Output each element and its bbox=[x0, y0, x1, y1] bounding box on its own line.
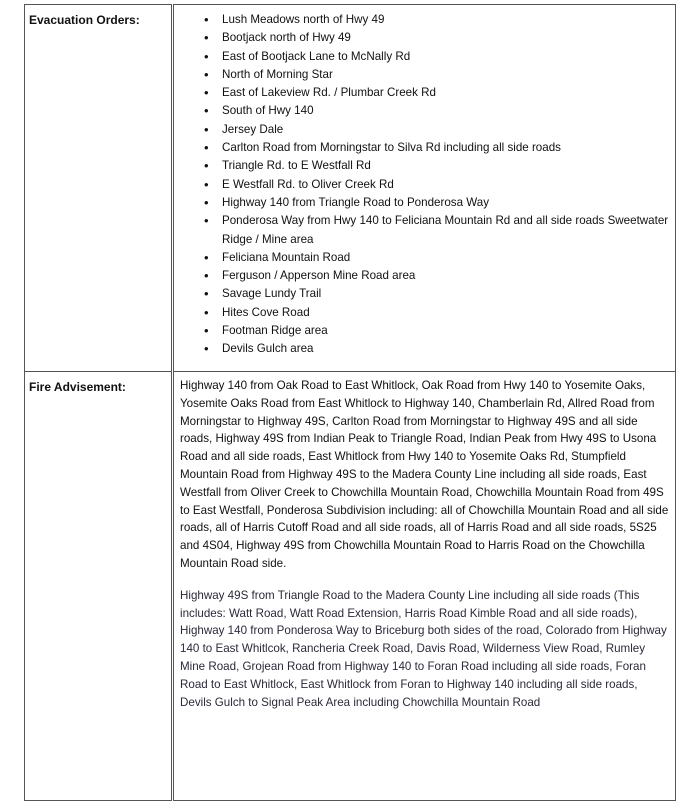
bullet-icon: • bbox=[204, 213, 209, 229]
bullet-icon: • bbox=[204, 176, 209, 192]
bullet-icon: • bbox=[204, 66, 209, 82]
list-item: • North of Morning Star bbox=[200, 66, 675, 84]
list-item: • Hites Cove Road bbox=[200, 304, 675, 322]
fire-content-cell bbox=[173, 372, 676, 801]
list-item: • Lush Meadows north of Hwy 49 bbox=[200, 11, 675, 29]
evacuation-label-cell bbox=[25, 5, 173, 372]
list-item: • Highway 140 from Triangle Road to Ponderosa Way bbox=[200, 194, 675, 212]
list-item: • E Westfall Rd. to Oliver Creek Rd bbox=[200, 176, 675, 194]
bullet-icon: • bbox=[204, 341, 209, 357]
list-item: • South of Hwy 140 bbox=[200, 102, 675, 120]
evacuation-content-cell bbox=[173, 5, 676, 372]
advisory-table bbox=[24, 4, 676, 801]
list-item: • East of Bootjack Lane to McNally Rd bbox=[200, 48, 675, 66]
list-item: • Ponderosa Way from Hwy 140 to Feliciana Mountain Rd and all side roads Sweetwater Ridge / Mine area bbox=[204, 213, 669, 246]
fire-paragraph-1: Highway 140 from Oak Road to East Whitlock, Oak Road from Hwy 140 to Yosemite Oaks, Yosemite Oaks Road from East Whitlock to Highway 140, Chamberlain Rd, Allred Road from Morningstar to Highway 49S, Carlton Road from Morningstar to Highway 49S and all side roads, Highway 49S from Indian Peak to Triangle Road, Indian Peak from Hwy 49S to Usona Road and all side roads, East Whitlock from Hwy 140 to Yosemite Oaks Rd, Stumpfield Mountain Road from Highway 49S to the Madera County Line including all side roads, East Westfall from Oliver Creek to Chowchilla Mountain Road, Chowchilla Mountain Road from 49S to East Westfall, Ponderosa Subdivision including: all of Chowchilla Mountain Road and all side roads, all of Harris Cutoff Road and all side roads, all of Harris Road and all side roads, 5S25 and 4S04, Highway 49S from Chowchilla Mountain Road to Harris Road on the Chowchilla Mountain Road side. bbox=[180, 379, 669, 570]
bullet-icon: • bbox=[204, 121, 209, 137]
list-item: • Jersey Dale bbox=[200, 121, 675, 139]
evacuation-list bbox=[174, 5, 675, 359]
bullet-icon: • bbox=[204, 323, 209, 339]
list-item: • East of Lakeview Rd. / Plumbar Creek Rd bbox=[200, 84, 675, 102]
fire-advisement-row bbox=[25, 372, 676, 801]
bullet-icon: • bbox=[204, 158, 209, 174]
list-item: • Triangle Rd. to E Westfall Rd bbox=[200, 157, 675, 175]
bullet-icon: • bbox=[204, 48, 209, 64]
list-item: • Savage Lundy Trail bbox=[200, 285, 675, 303]
bullet-icon: • bbox=[204, 249, 209, 265]
list-item: • Feliciana Mountain Road bbox=[200, 249, 675, 267]
list-item: • Ferguson / Apperson Mine Road area bbox=[200, 267, 675, 285]
bullet-icon: • bbox=[204, 140, 209, 156]
list-item: • Bootjack north of Hwy 49 bbox=[200, 29, 675, 47]
bullet-icon: • bbox=[204, 268, 209, 284]
bullet-icon: • bbox=[204, 12, 209, 27]
bullet-icon: • bbox=[204, 194, 209, 210]
bullet-icon: • bbox=[204, 30, 209, 46]
list-item: • Footman Ridge area bbox=[200, 322, 675, 340]
bullet-icon: • bbox=[204, 103, 209, 119]
bullet-icon: • bbox=[204, 304, 209, 320]
evacuation-label: Evacuation Orders: bbox=[29, 13, 140, 27]
fire-label-cell bbox=[25, 372, 173, 801]
list-item: • Devils Gulch area bbox=[200, 340, 675, 358]
evacuation-row bbox=[25, 5, 676, 372]
fire-paragraph-2: Highway 49S from Triangle Road to the Madera County Line including all side roads (This includes: Watt Road, Watt Road Extension, Harris Road Kimble Road and all side roads), Highway 140 from Ponderosa Way to Briceburg both sides of the road, Colorado from Highway 140 to East Whitlcok, Rancheria Creek Road, Davis Road, Wilderness View Road, Rumley Mine Road, Grojean Road from Highway 140 to Foran Road including all side roads, Foran Road to East Whitlock, East Whitlock from Foran to Highway 140 including all side roads, Devils Gulch to Signal Peak Area including Chowchilla Mountain Road bbox=[180, 588, 667, 709]
bullet-icon: • bbox=[204, 286, 209, 302]
fire-advisement-label: Fire Advisement: bbox=[29, 380, 126, 394]
list-item: • Carlton Road from Morningstar to Silva Rd including all side roads bbox=[200, 139, 675, 157]
bullet-icon: • bbox=[204, 85, 209, 101]
